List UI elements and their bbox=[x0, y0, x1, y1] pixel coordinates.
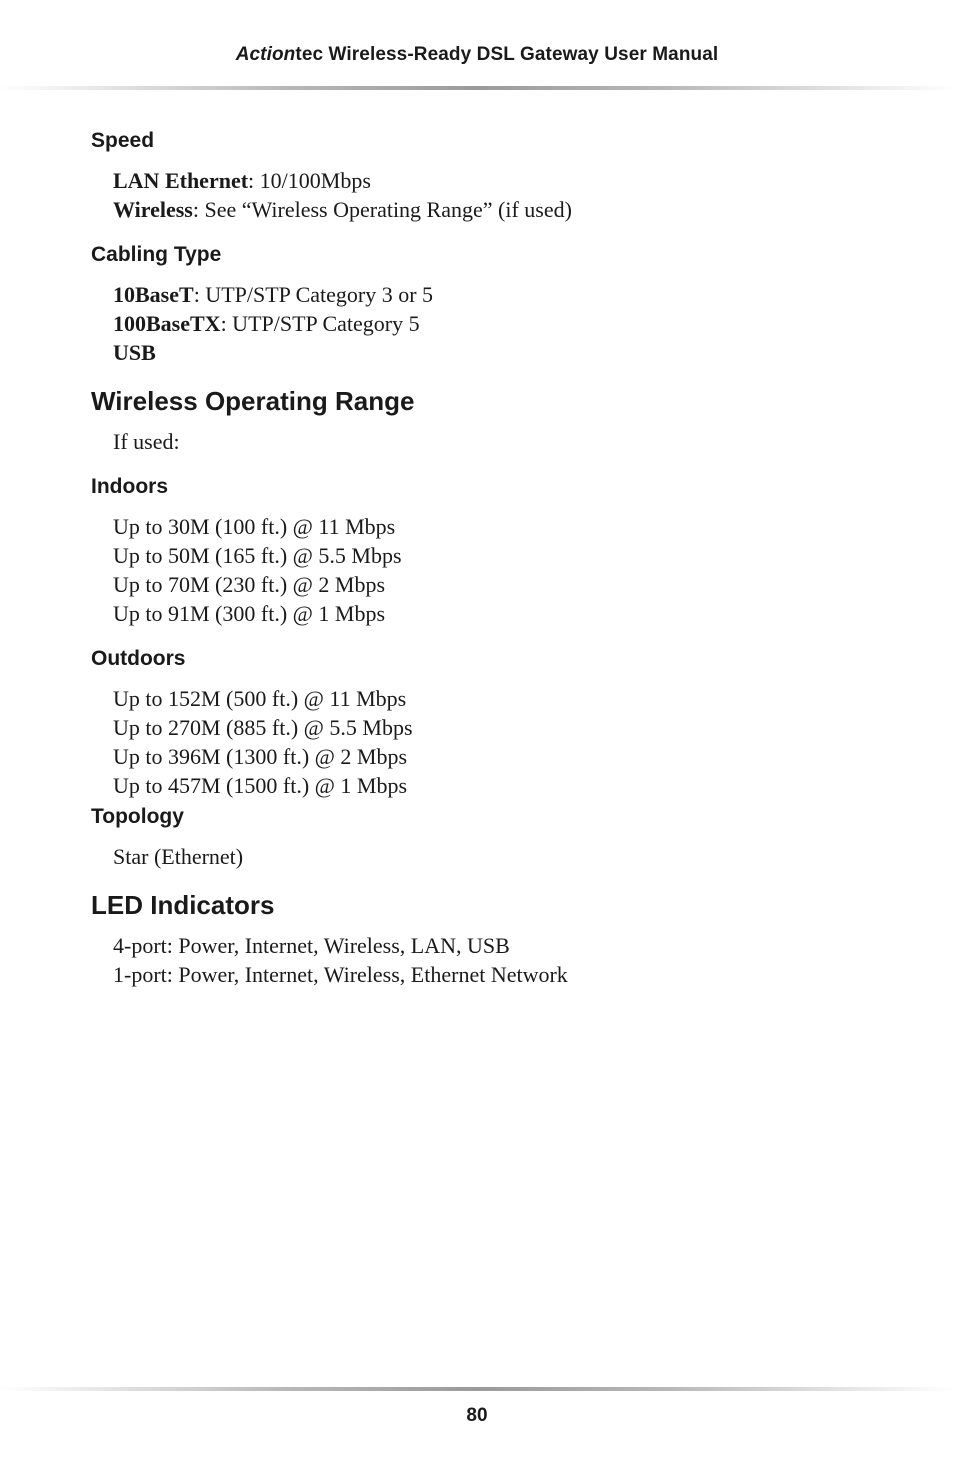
cabling-term-100basetx: 100BaseTX bbox=[113, 311, 221, 336]
speed-desc-wireless: : See “Wireless Operating Range” (if used) bbox=[192, 197, 572, 222]
outdoors-line: Up to 396M (1300 ft.) @ 2 Mbps bbox=[113, 744, 408, 769]
indoors-heading: Indoors bbox=[91, 475, 168, 498]
outdoors-line: Up to 270M (885 ft.) @ 5.5 Mbps bbox=[113, 715, 413, 740]
outdoors-list bbox=[113, 684, 871, 800]
page-content bbox=[91, 124, 871, 1003]
topology-heading: Topology bbox=[91, 805, 184, 828]
led-line-4port: 4-port: Power, Internet, Wireless, LAN, USB bbox=[113, 933, 510, 958]
led-line-1port: 1-port: Power, Internet, Wireless, Ethernet Network bbox=[113, 962, 568, 987]
speed-desc-lan: : 10/100Mbps bbox=[248, 168, 371, 193]
outdoors-line: Up to 457M (1500 ft.) @ 1 Mbps bbox=[113, 773, 408, 798]
brand-italic: Action bbox=[235, 44, 296, 65]
speed-list bbox=[113, 166, 871, 224]
indoors-line: Up to 91M (300 ft.) @ 1 Mbps bbox=[113, 601, 386, 626]
outdoors-heading: Outdoors bbox=[91, 647, 186, 670]
page-number: 80 bbox=[466, 1405, 488, 1426]
wireless-range-intro-block bbox=[113, 427, 871, 456]
running-header bbox=[0, 44, 954, 66]
outdoors-line: Up to 152M (500 ft.) @ 11 Mbps bbox=[113, 686, 407, 711]
indoors-list bbox=[113, 512, 871, 628]
speed-term-wireless: Wireless bbox=[113, 197, 193, 222]
cabling-term-usb: USB bbox=[113, 340, 156, 365]
footer-divider bbox=[0, 1387, 954, 1391]
wireless-range-heading: Wireless Operating Range bbox=[91, 386, 415, 416]
cabling-line-10baset bbox=[113, 280, 871, 309]
cabling-desc-10baset: : UTP/STP Category 3 or 5 bbox=[193, 282, 434, 307]
cabling-desc-100basetx: : UTP/STP Category 5 bbox=[220, 311, 420, 336]
led-list bbox=[113, 931, 871, 989]
speed-line-wireless bbox=[113, 195, 871, 224]
topology-text: Star (Ethernet) bbox=[113, 844, 244, 869]
speed-heading: Speed bbox=[91, 129, 155, 152]
header-title-text: tec Wireless-Ready DSL Gateway User Manual bbox=[295, 44, 719, 65]
wireless-range-intro: If used: bbox=[113, 429, 180, 454]
led-heading: LED Indicators bbox=[91, 890, 275, 920]
cabling-line-usb bbox=[113, 338, 871, 367]
header-divider bbox=[0, 86, 954, 90]
cabling-list bbox=[113, 280, 871, 367]
cabling-line-100basetx bbox=[113, 309, 871, 338]
cabling-heading: Cabling Type bbox=[91, 243, 222, 266]
speed-line-lan bbox=[113, 166, 871, 195]
topology-block bbox=[113, 842, 871, 871]
indoors-line: Up to 50M (165 ft.) @ 5.5 Mbps bbox=[113, 543, 402, 568]
cabling-term-10baset: 10BaseT bbox=[113, 282, 194, 307]
indoors-line: Up to 30M (100 ft.) @ 11 Mbps bbox=[113, 514, 396, 539]
speed-term-lan: LAN Ethernet bbox=[113, 168, 249, 193]
indoors-line: Up to 70M (230 ft.) @ 2 Mbps bbox=[113, 572, 386, 597]
